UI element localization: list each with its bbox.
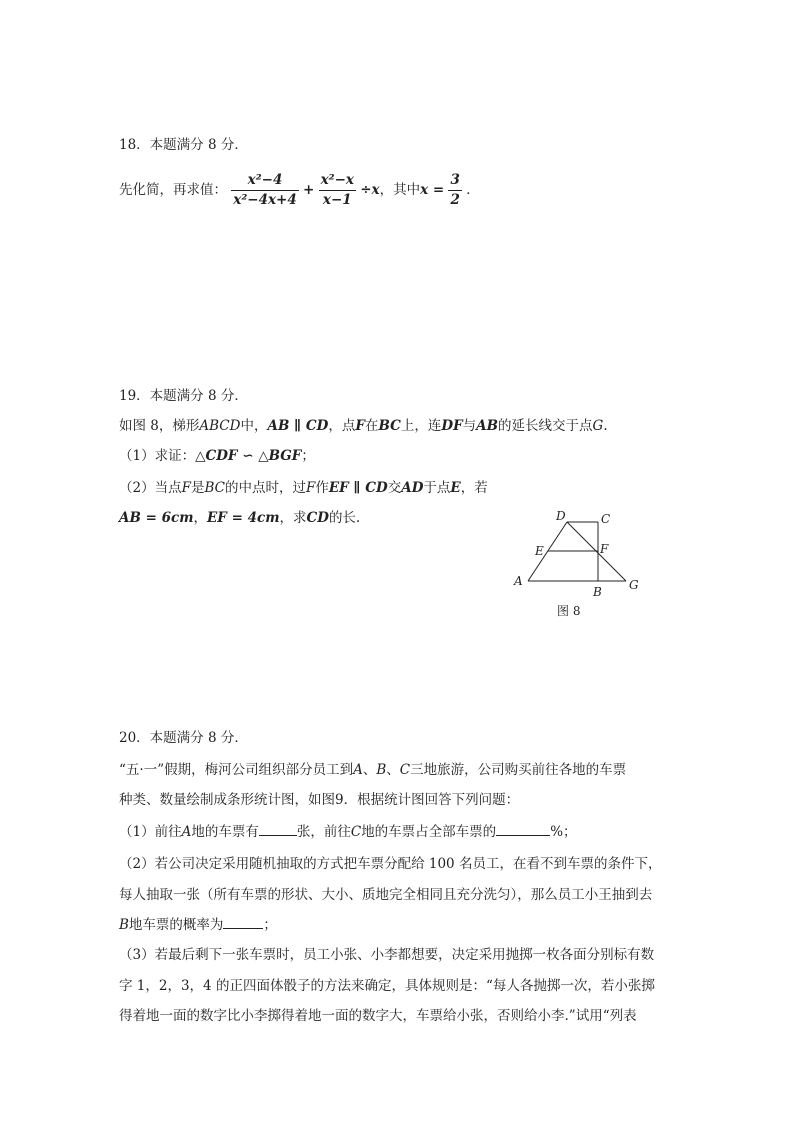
label-f: F xyxy=(600,542,609,556)
q19-part2-e: E xyxy=(450,480,461,496)
q20-intro-sep-2: 、 xyxy=(386,762,400,778)
q19-intro-df: DF xyxy=(441,418,463,434)
q19-part2-text-5: 交 xyxy=(387,480,402,496)
q18-x-equals: x = xyxy=(420,182,445,198)
q19-intro-abcd: ABCD xyxy=(199,418,241,434)
q19-part1-label: （1）求证： xyxy=(119,448,196,464)
q19-part2-line2-text-1: ，求 xyxy=(279,510,307,526)
q20-part2-b: B xyxy=(119,917,129,933)
q20-part1-blank-1 xyxy=(259,822,297,836)
q18-divide-x: ÷x xyxy=(360,182,380,198)
q20-intro-text-2: 三地旅游，公司购买前往各地的车票 xyxy=(410,762,627,778)
q19-part2-line2 xyxy=(119,509,360,527)
q20-part1-text-3: 张，前往 xyxy=(296,824,351,840)
q19-intro-text-2: 中， xyxy=(240,418,268,434)
q19-intro-text-7: 的延长线交于点 xyxy=(498,418,593,434)
q20-intro-sep-1: 、 xyxy=(362,762,377,778)
q20-intro-c: C xyxy=(399,762,411,778)
q19-intro-text-3: ，点 xyxy=(328,418,356,434)
q18-value-denominator: 2 xyxy=(450,192,460,208)
q19-part2-text-1: （2）当点 xyxy=(119,480,182,496)
q19-part2-text-7: ，若 xyxy=(460,480,488,496)
q20-part2-text: 地车票的概率为 xyxy=(128,917,224,933)
figure-8-trapezoid xyxy=(505,505,655,625)
q18-fraction-2-numerator: x²−x xyxy=(319,171,356,191)
q19-part2-text-4: 作 xyxy=(315,480,329,496)
q20-header: 20．本题满分 8 分． xyxy=(119,730,248,746)
q20-intro-line1 xyxy=(119,761,626,779)
q19-intro-ab: AB xyxy=(476,418,499,434)
q18-value-numerator: 3 xyxy=(448,171,461,191)
q19-intro-ab-parallel-cd: AB ∥ CD xyxy=(267,418,329,434)
q19-part2-ad: AD xyxy=(401,480,424,496)
q19-intro-text-1: 如图 8，梯形 xyxy=(119,418,200,434)
label-b: B xyxy=(593,585,602,599)
q19-intro-text-4: 在 xyxy=(364,418,379,434)
q19-intro-bc: BC xyxy=(378,418,401,434)
label-c: C xyxy=(601,512,611,526)
q19-part1 xyxy=(119,447,315,465)
q19-ef-length: EF = 4cm xyxy=(207,510,280,526)
q20-part1 xyxy=(119,822,577,841)
q19-intro-f: F xyxy=(355,418,365,434)
q19-part2-text-2: 是 xyxy=(190,480,205,496)
q19-header: 19．本题满分 8 分． xyxy=(119,388,248,404)
q19-part2-text-6: 于点 xyxy=(423,480,451,496)
q19-part2-bc: BC xyxy=(204,480,225,496)
label-d: D xyxy=(556,509,566,523)
q19-cd: CD xyxy=(306,510,329,526)
q20-part3-line1: （3）若最后剩下一张车票时，员工小张、小李都想要，决定采用抛掷一枚各面分别标有数 xyxy=(119,947,655,963)
q18-fraction-1-denominator: x²−4x+4 xyxy=(233,192,297,208)
q20-part2-blank xyxy=(223,915,263,929)
q18-mid-text: ，其中 xyxy=(379,182,421,198)
q19-intro-text-6: 与 xyxy=(462,418,477,434)
q20-part1-text-2: 地的车票有 xyxy=(191,824,259,840)
q20-intro-b: B xyxy=(376,762,387,778)
figure-8-caption: 图 8 xyxy=(557,604,581,618)
q20-intro-a: A xyxy=(353,762,363,778)
q20-part2-line3 xyxy=(119,915,277,934)
q18-fraction-1-numerator: x²−4 xyxy=(231,171,298,191)
q19-part2-line2-text-2: 的长. xyxy=(328,510,361,526)
q19-intro-text-8: . xyxy=(603,418,608,434)
q20-part1-text-5: %； xyxy=(550,824,577,840)
q18-expression xyxy=(119,168,480,212)
q20-part2-line1: （2）若公司决定采用随机抽取的方式把车票分配给 100 名员工，在看不到车票的条件下， xyxy=(119,856,662,872)
q18-fraction-2-denominator: x−1 xyxy=(322,192,352,208)
q19-separator: ， xyxy=(193,510,207,526)
label-g: G xyxy=(629,578,639,592)
q20-part3-line3: 得着地一面的数字比小李掷得着地一面的数字大，车票给小张，否则给小李.”试用“列表 xyxy=(119,1008,637,1024)
q20-part2-end: ； xyxy=(263,917,277,933)
q20-part1-a: A xyxy=(181,824,192,840)
q19-part1-similarity: △CDF ∽ △BGF xyxy=(195,448,302,464)
q20-part1-blank-2 xyxy=(496,822,550,836)
q19-part2-f2: F xyxy=(305,480,316,496)
q18-prefix: 先化简，再求值： xyxy=(119,182,227,198)
q19-intro-g: G xyxy=(592,418,604,434)
label-e: E xyxy=(535,544,544,558)
q19-part2-ef-parallel-cd: EF ∥ CD xyxy=(328,480,388,496)
q18-plus: + xyxy=(303,182,315,198)
q18-value-fraction xyxy=(448,171,461,210)
q18-fraction-2 xyxy=(319,171,356,210)
q20-intro-line2: 种类、数量绘制成条形统计图，如图9．根据统计图回答下列问题： xyxy=(119,792,520,808)
q18-fraction-1 xyxy=(231,171,298,210)
q20-part1-text-4: 地的车票占全部车票的 xyxy=(361,824,497,840)
label-a: A xyxy=(514,574,523,588)
q19-part1-end: ； xyxy=(301,448,315,464)
q20-part2-line2: 每人抽取一张（所有车票的形状、大小、质地完全相同且充分洗匀），那么员工小王抽到去 xyxy=(119,887,653,903)
q20-intro-text-1: “五·一”假期，梅河公司组织部分员工到 xyxy=(119,762,354,778)
q19-intro xyxy=(119,417,608,435)
q19-ab-length: AB = 6cm xyxy=(119,510,194,526)
q19-intro-text-5: 上，连 xyxy=(400,418,442,434)
q19-part2-text-3: 的中点时，过 xyxy=(224,480,306,496)
q20-part3-line2: 字 1，2，3，4 的正四面体骰子的方法来确定，具体规则是：“每人各抛掷一次，若小张掷 xyxy=(119,978,655,994)
q20-part1-text-1: （1）前往 xyxy=(119,824,182,840)
q19-part2 xyxy=(119,479,488,497)
q20-part1-c: C xyxy=(350,824,362,840)
q18-header: 18．本题满分 8 分． xyxy=(119,137,248,153)
q19-part2-f: F xyxy=(181,480,191,496)
q18-end: ． xyxy=(466,182,480,198)
